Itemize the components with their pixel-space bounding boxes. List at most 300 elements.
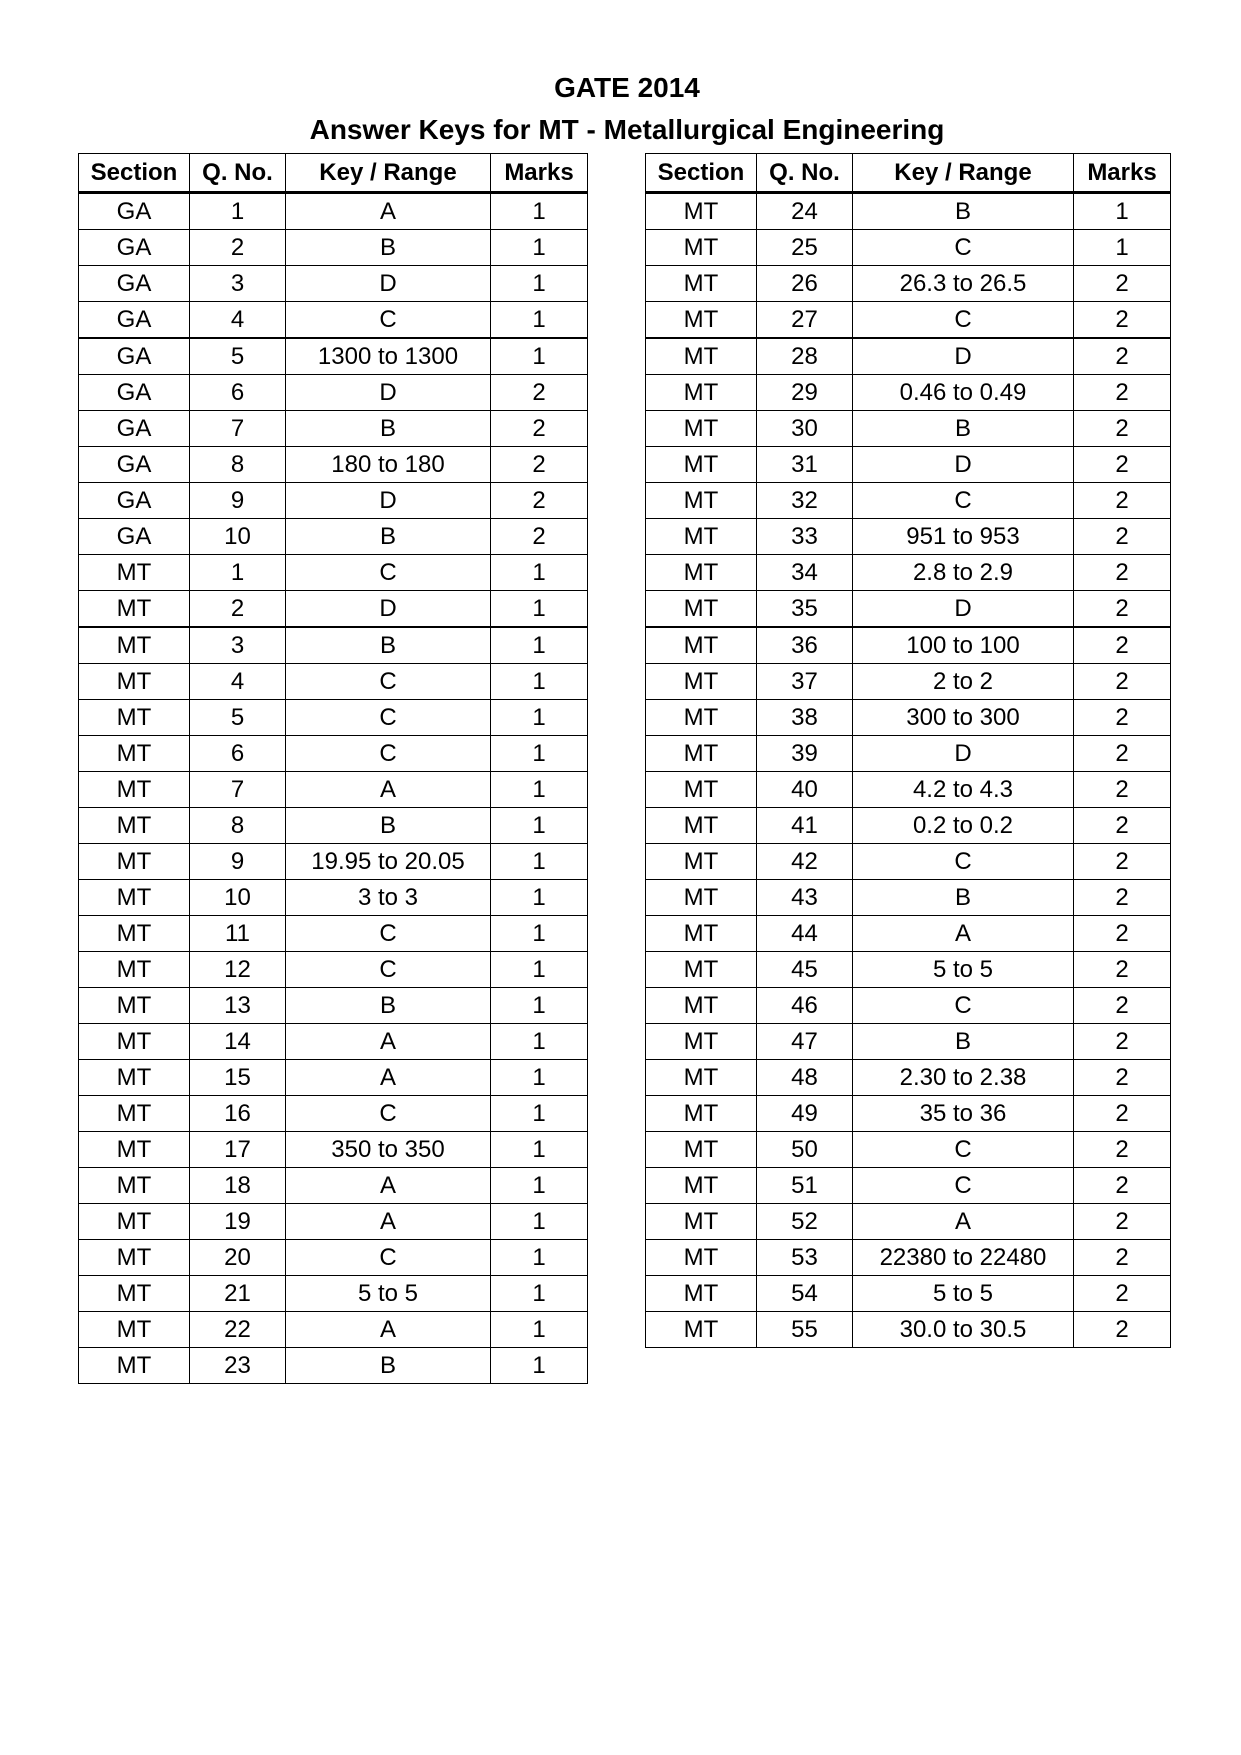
cell-marks: 2: [1074, 627, 1171, 664]
cell-marks: 2: [1074, 1168, 1171, 1204]
table-header-row: [646, 154, 1171, 193]
cell-qno: 52: [757, 1204, 853, 1240]
table-row: [646, 1168, 1171, 1204]
cell-marks: 2: [491, 411, 588, 447]
table-row: [646, 1312, 1171, 1348]
cell-key: A: [286, 1024, 491, 1060]
cell-marks: 2: [1074, 844, 1171, 880]
cell-qno: 7: [190, 411, 286, 447]
cell-marks: 2: [1074, 1060, 1171, 1096]
cell-marks: 2: [1074, 447, 1171, 483]
table-row: [79, 411, 588, 447]
cell-marks: 1: [1074, 230, 1171, 266]
cell-marks: 1: [491, 627, 588, 664]
cell-qno: 37: [757, 664, 853, 700]
cell-qno: 47: [757, 1024, 853, 1060]
cell-qno: 49: [757, 1096, 853, 1132]
table-row: [646, 952, 1171, 988]
cell-key: 19.95 to 20.05: [286, 844, 491, 880]
table-row: [79, 772, 588, 808]
cell-qno: 16: [190, 1096, 286, 1132]
table-row: [79, 844, 588, 880]
cell-section: GA: [79, 266, 190, 302]
cell-section: MT: [646, 988, 757, 1024]
cell-key: 35 to 36: [853, 1096, 1074, 1132]
cell-section: MT: [646, 1276, 757, 1312]
table-row: [646, 411, 1171, 447]
cell-key: B: [286, 808, 491, 844]
cell-marks: 2: [1074, 266, 1171, 302]
table-row: [646, 447, 1171, 483]
cell-marks: 1: [491, 266, 588, 302]
cell-qno: 21: [190, 1276, 286, 1312]
cell-key: D: [853, 338, 1074, 375]
cell-qno: 24: [757, 193, 853, 230]
cell-qno: 28: [757, 338, 853, 375]
cell-marks: 2: [1074, 880, 1171, 916]
table-row: [646, 1240, 1171, 1276]
cell-key: 22380 to 22480: [853, 1240, 1074, 1276]
table-header-row: [79, 154, 588, 193]
cell-qno: 4: [190, 302, 286, 339]
cell-section: MT: [646, 664, 757, 700]
cell-marks: 1: [491, 736, 588, 772]
cell-qno: 53: [757, 1240, 853, 1276]
table-row: [646, 772, 1171, 808]
cell-section: MT: [646, 302, 757, 339]
cell-section: GA: [79, 411, 190, 447]
cell-section: MT: [646, 519, 757, 555]
cell-marks: 2: [1074, 1276, 1171, 1312]
table-row: [79, 266, 588, 302]
cell-qno: 14: [190, 1024, 286, 1060]
cell-qno: 42: [757, 844, 853, 880]
cell-section: MT: [79, 844, 190, 880]
cell-marks: 1: [491, 302, 588, 339]
cell-marks: 2: [1074, 519, 1171, 555]
cell-key: D: [286, 591, 491, 628]
table-row: [646, 591, 1171, 628]
cell-marks: 2: [1074, 736, 1171, 772]
table-row: [646, 338, 1171, 375]
cell-section: MT: [646, 1204, 757, 1240]
cell-marks: 2: [1074, 1024, 1171, 1060]
cell-key: B: [286, 1348, 491, 1384]
table-row: [646, 555, 1171, 591]
table-row: [79, 627, 588, 664]
cell-marks: 2: [1074, 952, 1171, 988]
table-row: [79, 1168, 588, 1204]
column-header-marks: Marks: [1074, 154, 1171, 193]
cell-qno: 10: [190, 519, 286, 555]
cell-section: MT: [79, 555, 190, 591]
cell-key: 0.2 to 0.2: [853, 808, 1074, 844]
column-header-key: Key / Range: [853, 154, 1074, 193]
table-body-right: [646, 193, 1171, 1348]
cell-key: D: [853, 447, 1074, 483]
page-title: GATE 2014: [554, 72, 700, 103]
cell-key: A: [286, 1060, 491, 1096]
cell-marks: 1: [491, 844, 588, 880]
cell-key: 2 to 2: [853, 664, 1074, 700]
table-row: [79, 519, 588, 555]
cell-section: MT: [646, 193, 757, 230]
table-row: [79, 1060, 588, 1096]
cell-qno: 2: [190, 230, 286, 266]
cell-marks: 1: [491, 1240, 588, 1276]
column-header-marks: Marks: [491, 154, 588, 193]
cell-key: 0.46 to 0.49: [853, 375, 1074, 411]
cell-marks: 1: [491, 916, 588, 952]
cell-qno: 10: [190, 880, 286, 916]
cell-section: GA: [79, 483, 190, 519]
cell-qno: 4: [190, 664, 286, 700]
cell-section: MT: [646, 700, 757, 736]
cell-section: GA: [79, 338, 190, 375]
cell-qno: 27: [757, 302, 853, 339]
cell-qno: 7: [190, 772, 286, 808]
table-row: [646, 483, 1171, 519]
table-row: [646, 1024, 1171, 1060]
table-row: [646, 880, 1171, 916]
table-row: [79, 338, 588, 375]
cell-qno: 19: [190, 1204, 286, 1240]
cell-key: B: [286, 627, 491, 664]
cell-key: C: [853, 1168, 1074, 1204]
cell-marks: 1: [491, 555, 588, 591]
cell-qno: 46: [757, 988, 853, 1024]
cell-section: MT: [646, 230, 757, 266]
cell-qno: 35: [757, 591, 853, 628]
cell-qno: 12: [190, 952, 286, 988]
cell-qno: 54: [757, 1276, 853, 1312]
cell-section: MT: [646, 338, 757, 375]
cell-section: MT: [646, 880, 757, 916]
table-row: [646, 988, 1171, 1024]
cell-marks: 2: [1074, 338, 1171, 375]
cell-key: B: [286, 519, 491, 555]
cell-section: MT: [646, 375, 757, 411]
cell-qno: 3: [190, 266, 286, 302]
cell-marks: 2: [1074, 555, 1171, 591]
cell-section: MT: [79, 1312, 190, 1348]
cell-section: GA: [79, 375, 190, 411]
cell-section: MT: [646, 483, 757, 519]
cell-marks: 2: [1074, 591, 1171, 628]
cell-key: A: [286, 1204, 491, 1240]
cell-key: C: [286, 664, 491, 700]
cell-qno: 34: [757, 555, 853, 591]
table-row: [646, 916, 1171, 952]
cell-qno: 33: [757, 519, 853, 555]
table-row: [79, 952, 588, 988]
cell-marks: 1: [491, 591, 588, 628]
cell-key: D: [286, 483, 491, 519]
cell-qno: 23: [190, 1348, 286, 1384]
cell-marks: 1: [491, 1132, 588, 1168]
table-row: [79, 1312, 588, 1348]
cell-key: 1300 to 1300: [286, 338, 491, 375]
cell-marks: 1: [491, 1276, 588, 1312]
cell-qno: 6: [190, 736, 286, 772]
cell-section: MT: [646, 627, 757, 664]
cell-key: B: [853, 193, 1074, 230]
cell-section: MT: [79, 772, 190, 808]
cell-key: B: [286, 411, 491, 447]
cell-qno: 1: [190, 555, 286, 591]
cell-key: D: [286, 266, 491, 302]
cell-key: 350 to 350: [286, 1132, 491, 1168]
cell-section: MT: [646, 555, 757, 591]
cell-key: 2.8 to 2.9: [853, 555, 1074, 591]
table-row: [79, 1096, 588, 1132]
cell-qno: 45: [757, 952, 853, 988]
cell-marks: 1: [1074, 193, 1171, 230]
cell-section: MT: [79, 1276, 190, 1312]
cell-marks: 2: [1074, 1204, 1171, 1240]
cell-key: B: [853, 411, 1074, 447]
table-row: [646, 193, 1171, 230]
table-row: [646, 230, 1171, 266]
cell-marks: 1: [491, 1204, 588, 1240]
table-row: [79, 916, 588, 952]
table-row: [79, 808, 588, 844]
cell-key: 180 to 180: [286, 447, 491, 483]
cell-section: MT: [646, 1240, 757, 1276]
cell-qno: 30: [757, 411, 853, 447]
cell-marks: 2: [491, 375, 588, 411]
table-row: [646, 664, 1171, 700]
table-row: [79, 664, 588, 700]
cell-qno: 8: [190, 447, 286, 483]
cell-qno: 3: [190, 627, 286, 664]
cell-key: C: [853, 1132, 1074, 1168]
table-row: [646, 1132, 1171, 1168]
column-header-key: Key / Range: [286, 154, 491, 193]
cell-qno: 20: [190, 1240, 286, 1276]
column-header-qno: Q. No.: [190, 154, 286, 193]
cell-marks: 2: [1074, 375, 1171, 411]
cell-key: A: [286, 1168, 491, 1204]
cell-marks: 1: [491, 193, 588, 230]
cell-section: MT: [79, 1132, 190, 1168]
cell-key: 5 to 5: [286, 1276, 491, 1312]
cell-key: 30.0 to 30.5: [853, 1312, 1074, 1348]
cell-section: MT: [79, 627, 190, 664]
cell-qno: 26: [757, 266, 853, 302]
cell-marks: 1: [491, 880, 588, 916]
cell-marks: 2: [1074, 483, 1171, 519]
table-row: [79, 1348, 588, 1384]
cell-key: C: [286, 302, 491, 339]
cell-key: 300 to 300: [853, 700, 1074, 736]
cell-qno: 25: [757, 230, 853, 266]
cell-qno: 43: [757, 880, 853, 916]
cell-key: B: [853, 880, 1074, 916]
cell-marks: 1: [491, 1168, 588, 1204]
cell-key: D: [853, 591, 1074, 628]
cell-qno: 15: [190, 1060, 286, 1096]
cell-qno: 1: [190, 193, 286, 230]
table-row: [79, 1024, 588, 1060]
cell-section: MT: [79, 736, 190, 772]
table-row: [646, 808, 1171, 844]
cell-qno: 18: [190, 1168, 286, 1204]
table-body-left: [79, 193, 588, 1384]
cell-key: B: [286, 988, 491, 1024]
cell-key: D: [853, 736, 1074, 772]
cell-section: MT: [646, 1096, 757, 1132]
cell-section: MT: [79, 808, 190, 844]
cell-qno: 51: [757, 1168, 853, 1204]
cell-marks: 1: [491, 1348, 588, 1384]
cell-key: C: [286, 700, 491, 736]
answer-key-table-right: [645, 153, 1171, 1348]
cell-key: B: [286, 230, 491, 266]
table-row: [79, 1240, 588, 1276]
table-row: [79, 230, 588, 266]
cell-key: 5 to 5: [853, 952, 1074, 988]
cell-key: C: [286, 736, 491, 772]
cell-key: 100 to 100: [853, 627, 1074, 664]
cell-section: MT: [646, 1168, 757, 1204]
table-row: [79, 1204, 588, 1240]
cell-qno: 6: [190, 375, 286, 411]
table-row: [79, 447, 588, 483]
cell-marks: 2: [491, 483, 588, 519]
column-header-section: Section: [646, 154, 757, 193]
cell-marks: 1: [491, 1096, 588, 1132]
cell-key: C: [286, 952, 491, 988]
cell-qno: 9: [190, 844, 286, 880]
cell-marks: 1: [491, 1312, 588, 1348]
cell-section: GA: [79, 519, 190, 555]
cell-marks: 1: [491, 808, 588, 844]
cell-qno: 9: [190, 483, 286, 519]
cell-qno: 2: [190, 591, 286, 628]
cell-qno: 40: [757, 772, 853, 808]
cell-section: MT: [646, 1312, 757, 1348]
cell-marks: 2: [1074, 1132, 1171, 1168]
cell-section: MT: [79, 1204, 190, 1240]
cell-key: C: [286, 1096, 491, 1132]
cell-key: 4.2 to 4.3: [853, 772, 1074, 808]
table-row: [79, 591, 588, 628]
cell-qno: 55: [757, 1312, 853, 1348]
cell-qno: 31: [757, 447, 853, 483]
cell-qno: 38: [757, 700, 853, 736]
cell-marks: 1: [491, 772, 588, 808]
cell-key: C: [853, 844, 1074, 880]
cell-qno: 8: [190, 808, 286, 844]
cell-key: B: [853, 1024, 1074, 1060]
cell-section: MT: [646, 808, 757, 844]
cell-key: C: [286, 555, 491, 591]
table-row: [79, 483, 588, 519]
cell-key: D: [286, 375, 491, 411]
cell-key: A: [853, 916, 1074, 952]
cell-qno: 32: [757, 483, 853, 519]
column-header-section: Section: [79, 154, 190, 193]
cell-qno: 17: [190, 1132, 286, 1168]
cell-section: MT: [79, 700, 190, 736]
cell-marks: 1: [491, 338, 588, 375]
cell-section: MT: [79, 1168, 190, 1204]
cell-qno: 44: [757, 916, 853, 952]
cell-section: MT: [646, 844, 757, 880]
cell-section: GA: [79, 193, 190, 230]
cell-section: MT: [79, 880, 190, 916]
cell-qno: 5: [190, 700, 286, 736]
table-row: [79, 736, 588, 772]
cell-qno: 41: [757, 808, 853, 844]
cell-section: MT: [646, 1060, 757, 1096]
cell-marks: 1: [491, 952, 588, 988]
cell-marks: 1: [491, 1024, 588, 1060]
cell-section: MT: [79, 1060, 190, 1096]
cell-marks: 2: [1074, 302, 1171, 339]
table-row: [646, 302, 1171, 339]
cell-section: MT: [646, 591, 757, 628]
cell-key: C: [853, 988, 1074, 1024]
cell-qno: 5: [190, 338, 286, 375]
cell-key: 5 to 5: [853, 1276, 1074, 1312]
table-row: [79, 700, 588, 736]
table-row: [79, 1132, 588, 1168]
cell-section: MT: [646, 736, 757, 772]
cell-section: MT: [646, 1132, 757, 1168]
cell-key: 2.30 to 2.38: [853, 1060, 1074, 1096]
table-row: [646, 736, 1171, 772]
table-row: [646, 700, 1171, 736]
table-row: [646, 375, 1171, 411]
cell-key: C: [853, 230, 1074, 266]
cell-section: GA: [79, 447, 190, 483]
cell-section: MT: [646, 772, 757, 808]
cell-marks: 2: [1074, 1240, 1171, 1276]
table-row: [79, 375, 588, 411]
cell-marks: 2: [491, 519, 588, 555]
cell-section: MT: [79, 952, 190, 988]
cell-section: MT: [646, 447, 757, 483]
table-row: [646, 1276, 1171, 1312]
column-header-qno: Q. No.: [757, 154, 853, 193]
cell-section: MT: [646, 1024, 757, 1060]
cell-section: GA: [79, 302, 190, 339]
cell-qno: 29: [757, 375, 853, 411]
cell-key: C: [286, 1240, 491, 1276]
cell-key: C: [286, 916, 491, 952]
cell-key: A: [286, 193, 491, 230]
cell-marks: 2: [1074, 808, 1171, 844]
cell-qno: 11: [190, 916, 286, 952]
table-row: [646, 1060, 1171, 1096]
cell-marks: 1: [491, 700, 588, 736]
cell-section: MT: [79, 916, 190, 952]
cell-section: MT: [79, 664, 190, 700]
cell-qno: 13: [190, 988, 286, 1024]
table-row: [79, 193, 588, 230]
cell-key: C: [853, 483, 1074, 519]
cell-section: MT: [646, 952, 757, 988]
cell-marks: 2: [1074, 700, 1171, 736]
table-row: [79, 302, 588, 339]
cell-qno: 50: [757, 1132, 853, 1168]
cell-marks: 2: [1074, 1312, 1171, 1348]
cell-marks: 1: [491, 988, 588, 1024]
table-row: [646, 266, 1171, 302]
cell-key: A: [853, 1204, 1074, 1240]
